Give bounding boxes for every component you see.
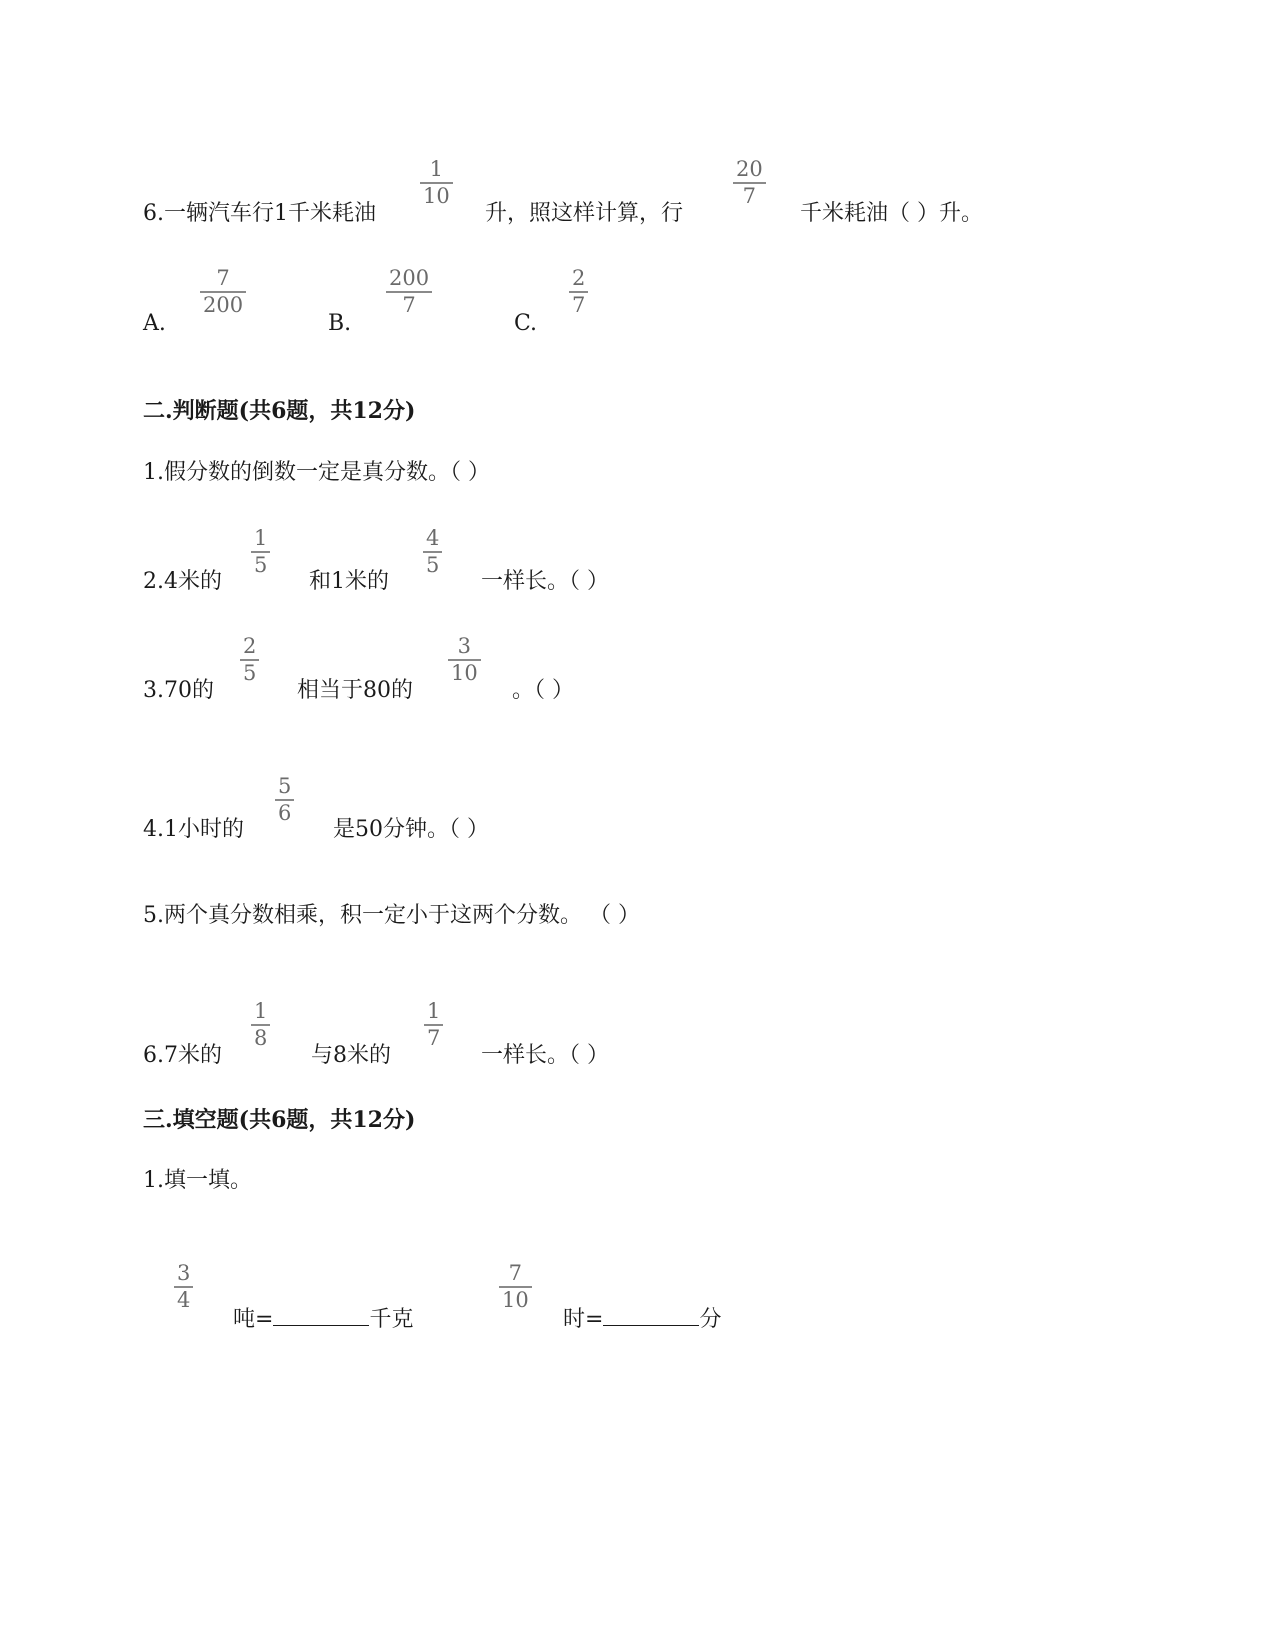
fill-q1-item2-before: 时= [563,1307,604,1332]
fraction-denominator: 6 [278,800,292,825]
fraction-numerator: 200 [389,266,430,290]
judge-q2-text-2: 和1米的 [309,569,389,594]
judge-q3-fraction-2 [448,635,481,685]
fraction-denominator: 10 [451,660,478,685]
fill-q1-item1-after: 千克 [369,1307,414,1332]
judge-q4-text-2: 是50分钟。（ ） [333,817,489,842]
q6-text-3: 千米耗油（ ）升。 [800,201,983,226]
judge-q6-fraction-2 [424,1000,443,1050]
fraction-numerator: 3 [457,634,472,658]
fraction-numerator: 2 [243,634,257,658]
fraction-numerator: 1 [254,526,268,550]
judge-q4-fraction-1 [275,775,294,825]
fraction-denominator: 7 [427,1025,441,1050]
judge-q2-text-1: 2.4米的 [143,569,222,594]
fraction-denominator: 10 [502,1287,529,1312]
judge-q2-text-3: 一样长。（ ） [481,569,609,594]
q6-fraction-1 [420,158,453,208]
fraction-denominator: 5 [426,552,440,577]
q6-option-c-fraction [569,267,588,317]
fill-q1-text: 1.填一填。 [143,1168,252,1193]
fraction-numerator: 1 [427,999,441,1023]
q6-option-a-fraction [200,267,246,317]
section-2-heading: 二.判断题(共6题，共12分) [143,398,416,424]
fraction-numerator: 3 [177,1261,191,1285]
fill-q1-item2-after: 分 [699,1307,722,1332]
fill-q1-item2-blank[interactable] [603,1305,699,1326]
judge-q3-fraction-1 [240,635,259,685]
judge-q6-text-1: 6.7米的 [143,1043,222,1068]
section-3-heading: 三.填空题(共6题，共12分) [143,1107,416,1133]
judge-q2-fraction-2 [423,527,442,577]
fraction-numerator: 1 [429,157,444,181]
judge-q3-text-3: 。（ ） [512,678,574,703]
fraction-denominator: 5 [243,660,257,685]
fill-q1-item1-blank[interactable] [273,1305,369,1326]
q6-text-2: 升，照这样计算，行 [485,201,684,226]
judge-q5-text: 5.两个真分数相乘，积一定小于这两个分数。 （ ） [143,903,640,928]
judge-q2-fraction-1 [251,527,270,577]
fraction-denominator: 5 [254,552,268,577]
fraction-denominator: 200 [203,292,244,317]
q6-option-b-label: B. [328,311,352,336]
fraction-denominator: 7 [572,292,586,317]
judge-q4-text-1: 4.1小时的 [143,817,244,842]
q6-option-c-label: C. [514,311,538,336]
fraction-denominator: 7 [742,183,757,208]
q6-text-1: 6.一辆汽车行1千米耗油 [143,201,376,226]
q6-option-b-fraction [386,267,432,317]
q6-option-a-label: A. [143,311,166,336]
fraction-numerator: 1 [254,999,268,1023]
fill-q1-item2-fraction [499,1262,532,1312]
fraction-numerator: 7 [216,266,230,290]
judge-q6-text-2: 与8米的 [311,1043,391,1068]
fill-q1-item1-fraction [174,1262,193,1312]
fraction-numerator: 20 [736,157,763,181]
judge-q3-text-1: 3.70的 [143,678,214,703]
fraction-denominator: 8 [254,1025,268,1050]
q6-fraction-2 [733,158,766,208]
fraction-numerator: 4 [426,526,440,550]
fraction-denominator: 4 [177,1287,191,1312]
judge-q1-text: 1.假分数的倒数一定是真分数。（ ） [143,460,490,485]
fraction-denominator: 10 [423,183,450,208]
fraction-denominator: 7 [402,292,416,317]
judge-q3-text-2: 相当于80的 [297,678,413,703]
fill-q1-item1 [233,1305,413,1333]
fill-q1-item1-before: 吨= [233,1307,274,1332]
judge-q6-text-3: 一样长。（ ） [481,1043,609,1068]
fraction-numerator: 2 [572,266,586,290]
fill-q1-item2 [563,1305,721,1333]
fraction-numerator: 5 [278,774,292,798]
judge-q6-fraction-1 [251,1000,270,1050]
fraction-numerator: 7 [508,1261,523,1285]
